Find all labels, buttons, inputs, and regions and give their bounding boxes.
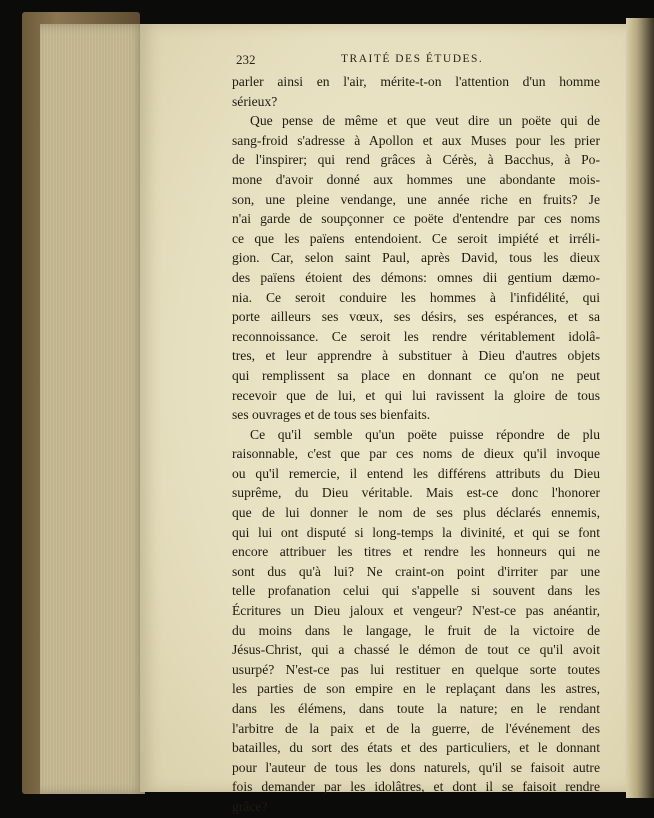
text-line: n'ai garde de soupçonner ce poëte d'entendre par ces noms: [232, 211, 600, 227]
text-line: du moins dans le langage, le fruit de la victoire de: [232, 622, 600, 638]
running-title: TRAITÉ DES ÉTUDES.: [341, 53, 484, 65]
page-edges: [40, 24, 145, 794]
text-line: gion. Car, selon saint Paul, après David, tous les dieux: [232, 250, 600, 266]
text-line: Jésus-Christ, qui a chassé le démon de tout ce qu'il avoit: [232, 642, 600, 658]
text-line: parler ainsi en l'air, mérite-t-on l'attention d'un homme: [232, 74, 600, 89]
text-line: sang-froid s'adresse à Apollon et aux Muses pour les prier: [232, 132, 600, 148]
body-text: [232, 72, 600, 817]
text-line: sérieux?: [232, 93, 278, 109]
text-line: telle profanation celui qui s'appelle si souvent dans les: [232, 583, 600, 599]
text-line: Que pense de même et que veut dire un poëte qui de: [250, 113, 600, 129]
text-line: ou qu'il remercie, il entend les différens attributs du Dieu: [232, 465, 600, 481]
text-line: recevoir que de lui, et qui lui ravissent la gloire de tous: [232, 387, 600, 403]
text-line: raisonnable, c'est que par ces noms de dieux qu'il invoque: [232, 446, 600, 462]
text-line: l'arbitre de la paix et de la guerre, de l'événement des: [232, 720, 600, 736]
text-line: porte ailleurs ses vœux, ses désirs, ses espérances, et sa: [232, 309, 600, 325]
text-line: grâce?: [232, 798, 268, 814]
text-line: des païens étoient des démons: omnes dii gentium dæmo-: [232, 269, 600, 285]
text-line: reconnoissance. Ce seroit les rendre véritablement idolâ-: [232, 328, 600, 344]
text-line: nia. Ce seroit conduire les hommes à l'infidélité, qui: [232, 289, 600, 305]
text-line: qui lui ont disputé si long-temps la divinité, et qui se font: [232, 524, 600, 540]
text-line: usurpé? N'est-ce pas lui restituer en quelque sorte toutes: [232, 661, 600, 677]
text-line: de l'inspirer; qui rend grâces à Cérès, à Bacchus, à Po-: [232, 152, 600, 168]
text-line: fois demander par les idolâtres, et dont il se faisoit rendre: [232, 779, 600, 795]
text-line: Écritures un Dieu jaloux et vengeur? N'est-ce pas anéantir,: [232, 603, 600, 619]
text-line: son, une pleine vendange, une année riche en fruits? Je: [232, 191, 600, 207]
text-line: qui remplissent sa place en donnant ce qu'on ne peut: [232, 367, 600, 383]
text-line: sont dus qu'à lui? Ne craint-on point d'irriter par une: [232, 563, 600, 579]
text-line: ses ouvrages et de tous ses bienfaits.: [232, 407, 431, 423]
text-line: les parties de son empire en le replaçant dans les astres,: [232, 681, 600, 697]
running-head: [236, 52, 606, 70]
text-line: Ce qu'il semble qu'un poëte puisse répondre de plu: [250, 426, 600, 442]
text-line: ce que les païens entendoient. Ce seroit impiété et irréli-: [232, 230, 600, 246]
text-line: dans les élémens, dans toute la nature; en le rendant: [232, 701, 600, 716]
facing-page-edge: [626, 18, 654, 798]
text-line: batailles, du sort des états et des particuliers, et le donnant: [232, 740, 600, 756]
text-line: tres, et leur apprendre à substituer à Dieu d'autres objets: [232, 348, 600, 364]
text-line: mone d'avoir donné aux hommes une abondante mois-: [232, 171, 600, 187]
text-line: encore attribuer les titres et rendre les honneurs qui ne: [232, 544, 600, 560]
text-line: pour l'auteur de tous les dons naturels, qu'il se faisoit autre: [232, 759, 600, 775]
text-line: suprême, du Dieu véritable. Mais est-ce donc l'honorer: [232, 485, 600, 501]
page-number: 232: [236, 52, 256, 67]
text-line: que de lui donner le nom de ses plus déclarés ennemis,: [232, 505, 600, 521]
